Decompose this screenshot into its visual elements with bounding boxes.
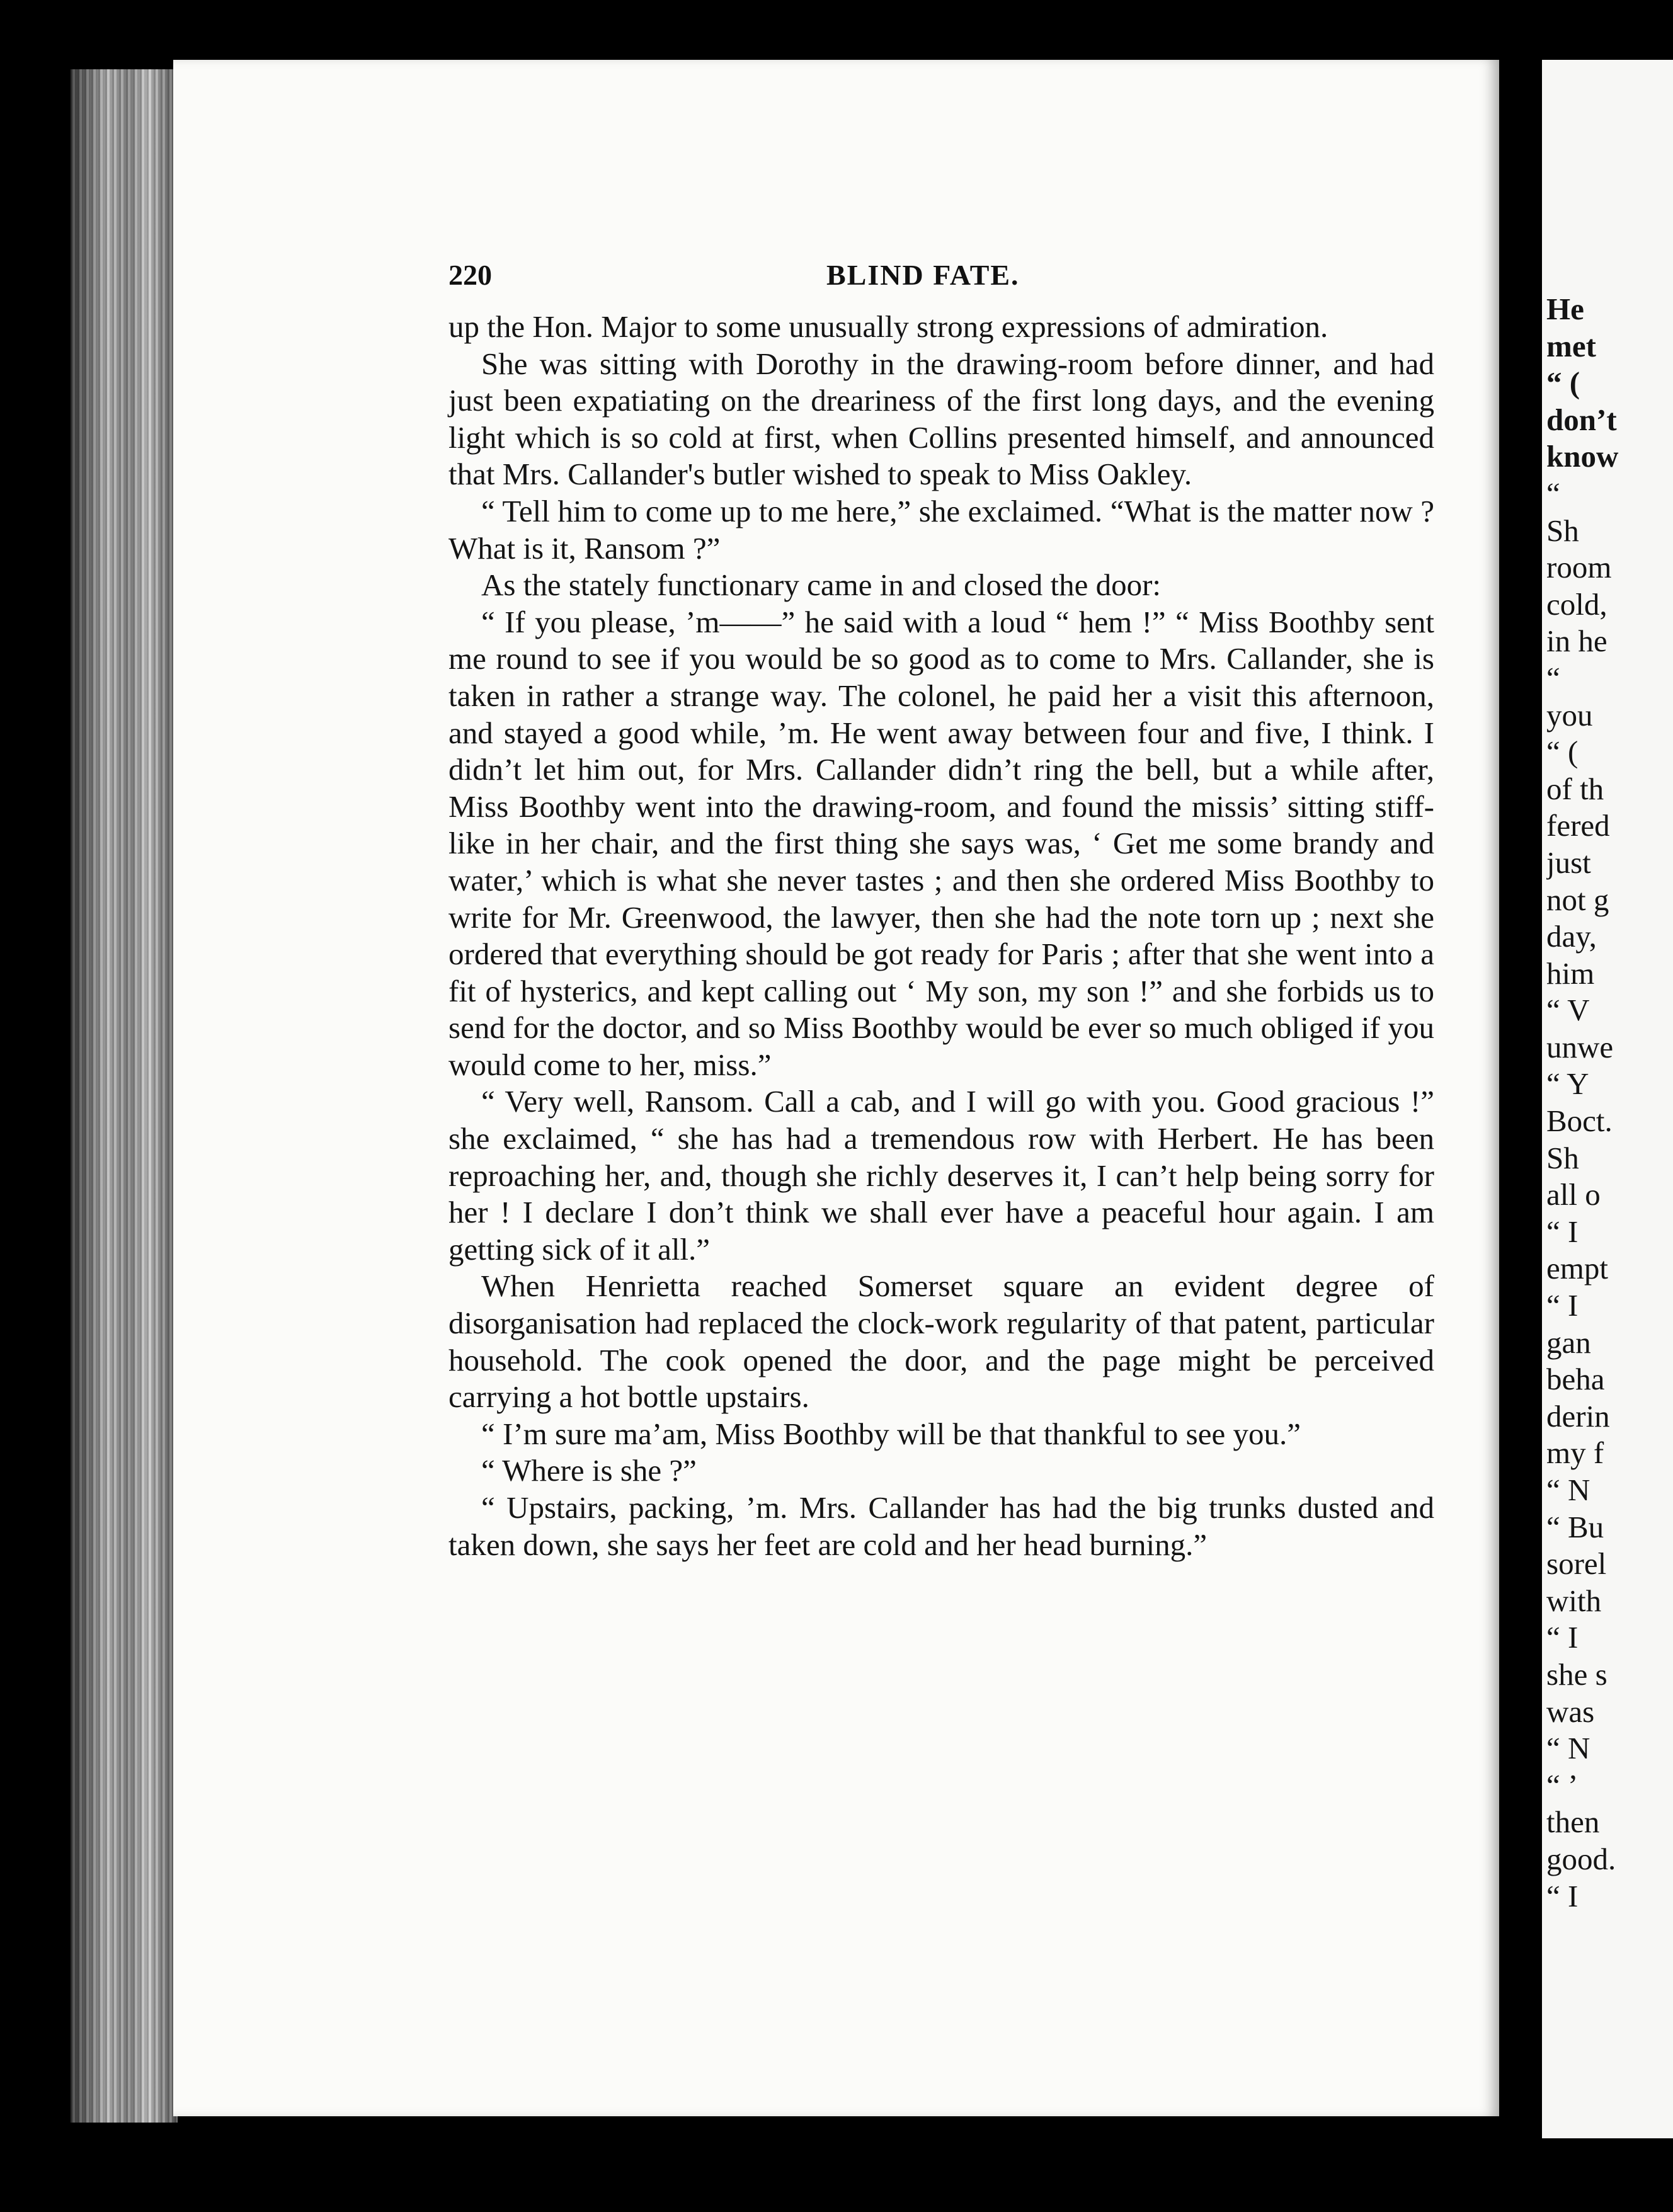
facing-line-fragment: know: [1546, 439, 1619, 474]
facing-line-fragment: room: [1546, 550, 1612, 585]
facing-line-fragment: Boct.: [1546, 1103, 1613, 1139]
page-gutter: [1499, 38, 1542, 2192]
facing-line-fragment: not g: [1546, 882, 1609, 917]
facing-line-fragment: then: [1546, 1804, 1600, 1840]
running-title: BLIND FATE.: [826, 259, 1020, 291]
facing-line-fragment: don’t: [1546, 402, 1617, 437]
facing-line-fragment: “ (: [1546, 734, 1579, 770]
facing-line-fragment: just: [1546, 845, 1591, 880]
page-header: [448, 258, 1428, 296]
facing-line-fragment: Sh: [1546, 1140, 1579, 1175]
facing-line-fragment: all o: [1546, 1177, 1601, 1212]
facing-line-fragment: sorel: [1546, 1546, 1607, 1582]
body-text: [448, 309, 1434, 1563]
paragraph: “ I’m sure ma’am, Miss Boothby will be that thankful to see you.”: [481, 1416, 1301, 1451]
facing-line-fragment: gan: [1546, 1325, 1591, 1360]
facing-line-fragment: “: [1546, 476, 1560, 511]
paragraph: As the stately functionary came in and closed the door:: [481, 567, 1162, 603]
book-spine: [71, 69, 178, 2123]
facing-line-fragment: “ Y: [1546, 1066, 1589, 1102]
facing-line-fragment: him: [1546, 955, 1595, 991]
paragraph: “ Where is she ?”: [481, 1453, 697, 1488]
facing-line-fragment: “ I: [1546, 1214, 1579, 1249]
paragraph: up the Hon. Major to some unusually strong expressions of admiration.: [448, 309, 1328, 344]
paragraph: “ Upstairs, packing, ’m. Mrs. Callander has had the big trunks dusted and taken down, she says her feet are cold and her head burning.”: [448, 1490, 1434, 1562]
facing-line-fragment: “ N: [1546, 1731, 1590, 1766]
facing-line-fragment: “ (: [1546, 365, 1580, 401]
facing-line-fragment: “ I: [1546, 1288, 1579, 1323]
facing-page-fragments: [1546, 291, 1672, 1915]
facing-line-fragment: my f: [1546, 1435, 1604, 1471]
facing-line-fragment: “ Bu: [1546, 1509, 1604, 1544]
facing-line-fragment: fered: [1546, 808, 1610, 843]
facing-line-fragment: day,: [1546, 919, 1597, 954]
facing-line-fragment: in he: [1546, 624, 1607, 659]
paragraph: When Henrietta reached Somerset square an evident degree of disorganisation had replaced the clock-work regularity of that patent, particular household. The cook opened the door, and the page might be perceived carrying a hot bottle upstairs.: [448, 1268, 1434, 1415]
facing-line-fragment: “: [1546, 660, 1560, 695]
facing-line-fragment: “ N: [1546, 1473, 1590, 1507]
paragraph: “ Tell him to come up to me here,” she exclaimed. “What is the matter now ? What is it, Ransom ?”: [448, 493, 1434, 566]
paragraph: “ If you please, ’m——” he said with a loud “ hem !” “ Miss Boothby sent me round to see if you would be so good as to come to Mrs. Callander, she is taken in rather a strange way. The colonel, he paid her a visit this afternoon, and stayed a good while, ’m. He went away between four and five, I think. I didn’t let him out, for Mrs. Callander didn’t ring the bell, but a while after, Miss Boothby went into the drawing-room, and found the missis’ sitting stiff-like in her chair, and the first thing she says was, ‘ Get me some brandy and water,’ which is what she never tastes ; and then she ordered Miss Boothby to write for Mr. Greenwood, the lawyer, then she had the note torn up ; next she ordered that everything should be got ready for Paris ; after that she went into a fit of hysterics, and kept calling out ‘ My son, my son !” and she forbids us to send for the doctor, and so Miss Boothby would be ever so much obliged if you would come to her, miss.”: [448, 604, 1434, 1082]
page-number: 220: [448, 259, 492, 291]
facing-line-fragment: “ ’: [1546, 1767, 1579, 1803]
facing-line-fragment: unwe: [1546, 1029, 1614, 1064]
facing-line-fragment: she s: [1546, 1656, 1607, 1692]
facing-line-fragment: you: [1546, 697, 1593, 733]
facing-line-fragment: beha: [1546, 1362, 1605, 1397]
facing-line-fragment: of th: [1546, 771, 1604, 806]
facing-line-fragment: with: [1546, 1583, 1602, 1618]
facing-line-fragment: cold,: [1546, 586, 1607, 622]
facing-line-fragment: empt: [1546, 1251, 1608, 1286]
facing-line-fragment: “ I: [1546, 1620, 1579, 1655]
facing-line-fragment: derin: [1546, 1398, 1610, 1434]
facing-line-fragment: “ I: [1546, 1878, 1579, 1913]
facing-line-fragment: met: [1546, 328, 1596, 363]
facing-line-fragment: He: [1546, 292, 1584, 326]
facing-line-fragment: “ V: [1546, 993, 1590, 1028]
facing-line-fragment: Sh: [1546, 513, 1579, 548]
paragraph: She was sitting with Dorothy in the drawing-room before dinner, and had just been expatiating on the dreariness of the first long days, and the evening light which is so cold at first, when Collins presented himself, and announced that Mrs. Callander's butler wished to speak to Miss Oakley.: [448, 346, 1434, 492]
facing-line-fragment: was: [1546, 1694, 1595, 1729]
paragraph: “ Very well, Ransom. Call a cab, and I will go with you. Good gracious !” she exclaimed, “ she has had a tremendous row with Herbert. He has been reproaching her, and, though she richly deserves it, I can’t help being sorry for her ! I declare I don’t think we shall ever have a peaceful hour again. I am getting sick of it all.”: [448, 1084, 1434, 1267]
facing-line-fragment: good.: [1546, 1841, 1616, 1876]
